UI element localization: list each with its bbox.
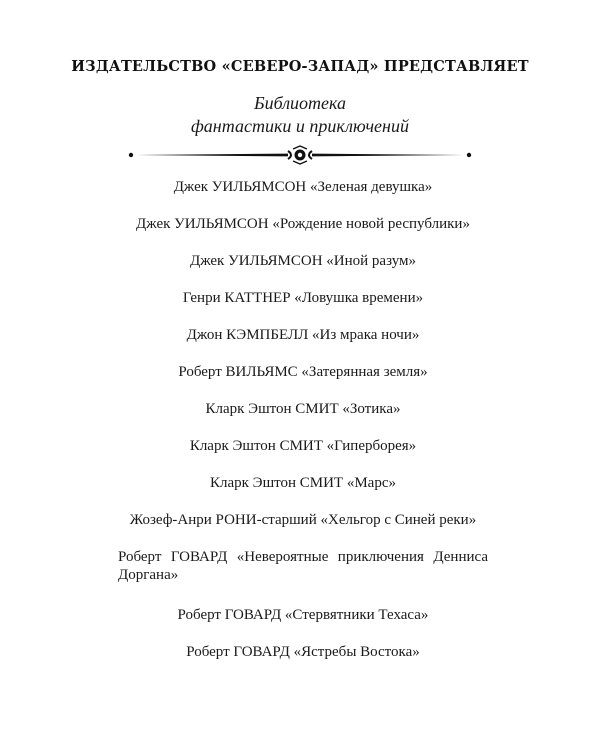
book-entry: Жозеф-Анри РОНИ-старший «Хельгор с Синей реки» [129, 512, 477, 528]
book-entry: Роберт ГОВАРД «Стервятники Техаса» [177, 607, 429, 623]
book-list [118, 178, 488, 680]
book-entry: Генри КАТТНЕР «Ловушка времени» [182, 290, 424, 306]
book-entry: Кларк Эштон СМИТ «Гиперборея» [189, 438, 417, 454]
book-entry: Джон КЭМПБЕЛЛ «Из мрака ночи» [186, 327, 420, 343]
book-entry: Джек УИЛЬЯМСОН «Зеленая девушка» [173, 179, 433, 195]
book-entry: Роберт ГОВАРД «Ястребы Востока» [186, 644, 420, 660]
book-entry: Роберт ВИЛЬЯМС «Затерянная земля» [178, 364, 428, 380]
book-entry: Джек УИЛЬЯМСОН «Рождение новой республики» [136, 216, 470, 232]
series-title-line-1: Библиотека [253, 93, 347, 113]
book-entry: Джек УИЛЬЯМСОН «Иной разум» [190, 253, 416, 269]
series-title-line-2: фантастики и приключений [191, 116, 409, 136]
series-title [0, 92, 600, 138]
book-entry: Кларк Эштон СМИТ «Зотика» [205, 401, 401, 417]
book-entry: Роберт ГОВАРД «Невероятные приключения Денниса Доргана» [118, 549, 488, 583]
publisher-heading: ИЗДАТЕЛЬСТВО «СЕВЕРО-ЗАПАД» ПРЕДСТАВЛЯЕТ [71, 58, 529, 75]
ornament-divider [128, 145, 472, 165]
book-entry: Кларк Эштон СМИТ «Марс» [209, 475, 396, 491]
